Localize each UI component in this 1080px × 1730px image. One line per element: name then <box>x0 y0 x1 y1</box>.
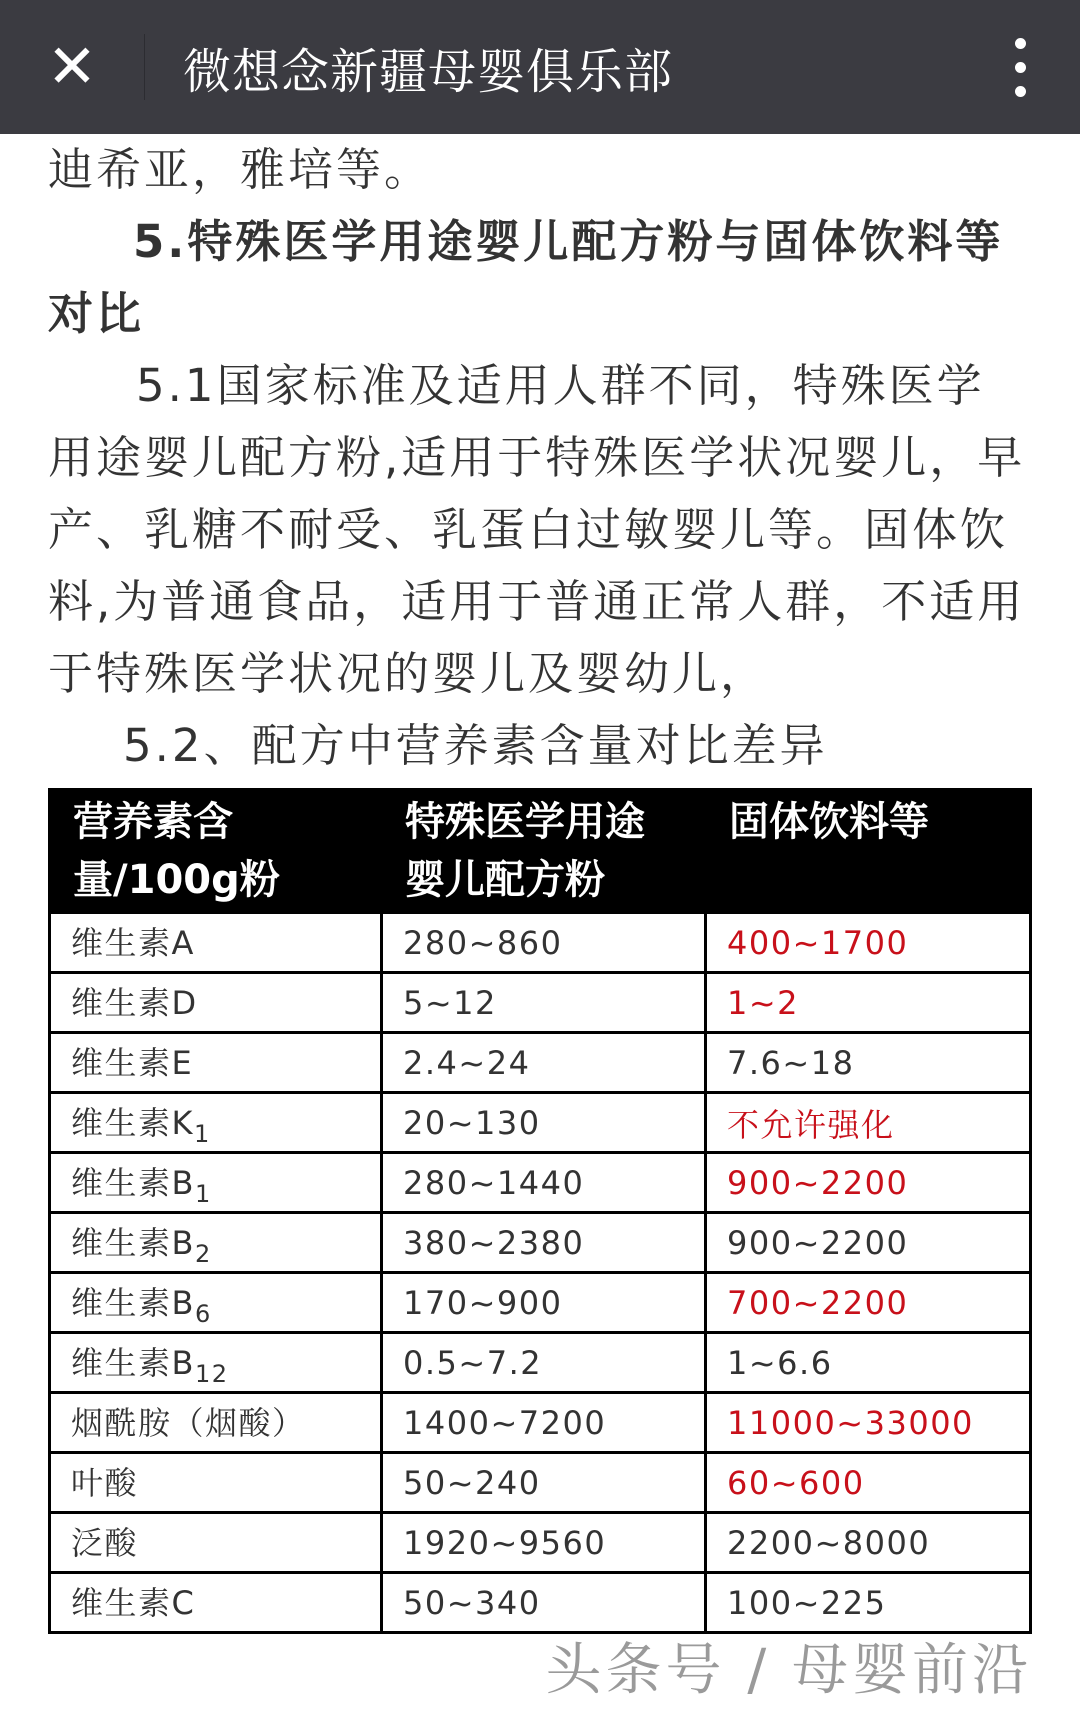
solid-drink-value: 11000~33000 <box>706 1393 1031 1453</box>
nutrient-name: 烟酰胺（烟酸） <box>50 1393 382 1453</box>
subsection-heading: 5.2、配方中营养素含量对比差异 <box>123 719 828 772</box>
medical-formula-value: 0.5~7.2 <box>382 1333 706 1393</box>
medical-formula-value: 1920~9560 <box>382 1513 706 1573</box>
table-row <box>50 1033 1031 1093</box>
table-row <box>50 913 1031 973</box>
solid-drink-value: 60~600 <box>706 1453 1031 1513</box>
nutrient-name: 维生素$K_1$ <box>50 1093 382 1153</box>
medical-formula-value: 1400~7200 <box>382 1393 706 1453</box>
close-icon: ✕ <box>46 32 98 102</box>
solid-drink-value: 1~2 <box>706 973 1031 1033</box>
nutrient-name: 维生素$B_2$ <box>50 1213 382 1273</box>
solid-drink-value: 900~2200 <box>706 1213 1031 1273</box>
nutrient-name: 维生素$B_6$ <box>50 1273 382 1333</box>
column-header: 固体饮料等 <box>706 790 1031 913</box>
paragraph-text: 5.1国家标准及适用人群不同，特殊医学用途婴儿配方粉,适用于特殊医学状况婴儿，早产、乳糖不耐受、乳蛋白过敏婴儿等。固体饮料,为普通食品，适用于普通正常人群，不适用于特殊医学状况的婴儿及婴幼儿， <box>48 359 1026 700</box>
table-row <box>50 1273 1031 1333</box>
nutrient-name: 叶酸 <box>50 1453 382 1513</box>
nutrient-comparison-table <box>48 788 1032 1634</box>
watermark: 头条号 / 母婴前沿 <box>545 1638 1032 1703</box>
solid-drink-value: 900~2200 <box>706 1153 1031 1213</box>
table-row <box>50 1453 1031 1513</box>
solid-drink-value: 1~6.6 <box>706 1333 1031 1393</box>
solid-drink-value: 700~2200 <box>706 1273 1031 1333</box>
article-body <box>0 134 1080 1634</box>
medical-formula-value: 380~2380 <box>382 1213 706 1273</box>
table-row <box>50 1093 1031 1153</box>
table-row <box>50 1393 1031 1453</box>
nutrient-name: 维生素E <box>50 1033 382 1093</box>
solid-drink-value: 100~225 <box>706 1573 1031 1633</box>
nutrient-name: 维生素A <box>50 913 382 973</box>
close-button[interactable] <box>0 34 145 100</box>
table-row <box>50 1153 1031 1213</box>
medical-formula-value: 2.4~24 <box>382 1033 706 1093</box>
table-row <box>50 1513 1031 1573</box>
medical-formula-value: 5~12 <box>382 973 706 1033</box>
section-heading: 5.特殊医学用途婴儿配方粉与固体饮料等对比 <box>48 215 1004 340</box>
medical-formula-value: 170~900 <box>382 1273 706 1333</box>
paragraph-text: 迪希亚，雅培等。 <box>48 143 433 196</box>
top-bar <box>0 0 1080 134</box>
medical-formula-value: 50~340 <box>382 1573 706 1633</box>
column-header: 特殊医学用途婴儿配方粉 <box>382 790 706 913</box>
nutrient-name: 维生素C <box>50 1573 382 1633</box>
table-row <box>50 1333 1031 1393</box>
nutrient-name: 泛酸 <box>50 1513 382 1573</box>
medical-formula-value: 280~1440 <box>382 1153 706 1213</box>
table-row <box>50 973 1031 1033</box>
page-title: 微想念新疆母婴俱乐部 <box>183 43 674 100</box>
medical-formula-value: 50~240 <box>382 1453 706 1513</box>
column-header: 营养素含量/100g粉 <box>50 790 382 913</box>
solid-drink-value: 400~1700 <box>706 913 1031 973</box>
table-row <box>50 1573 1031 1633</box>
more-vertical-icon <box>1015 38 1026 49</box>
medical-formula-value: 20~130 <box>382 1093 706 1153</box>
nutrient-name: 维生素$B_{12}$ <box>50 1333 382 1393</box>
table-row <box>50 1213 1031 1273</box>
medical-formula-value: 280~860 <box>382 913 706 973</box>
solid-drink-value: 不允许强化 <box>706 1093 1031 1153</box>
solid-drink-value: 2200~8000 <box>706 1513 1031 1573</box>
nutrient-name: 维生素$B_1$ <box>50 1153 382 1213</box>
nutrient-name: 维生素D <box>50 973 382 1033</box>
more-menu-button[interactable] <box>980 38 1060 97</box>
solid-drink-value: 7.6~18 <box>706 1033 1031 1093</box>
